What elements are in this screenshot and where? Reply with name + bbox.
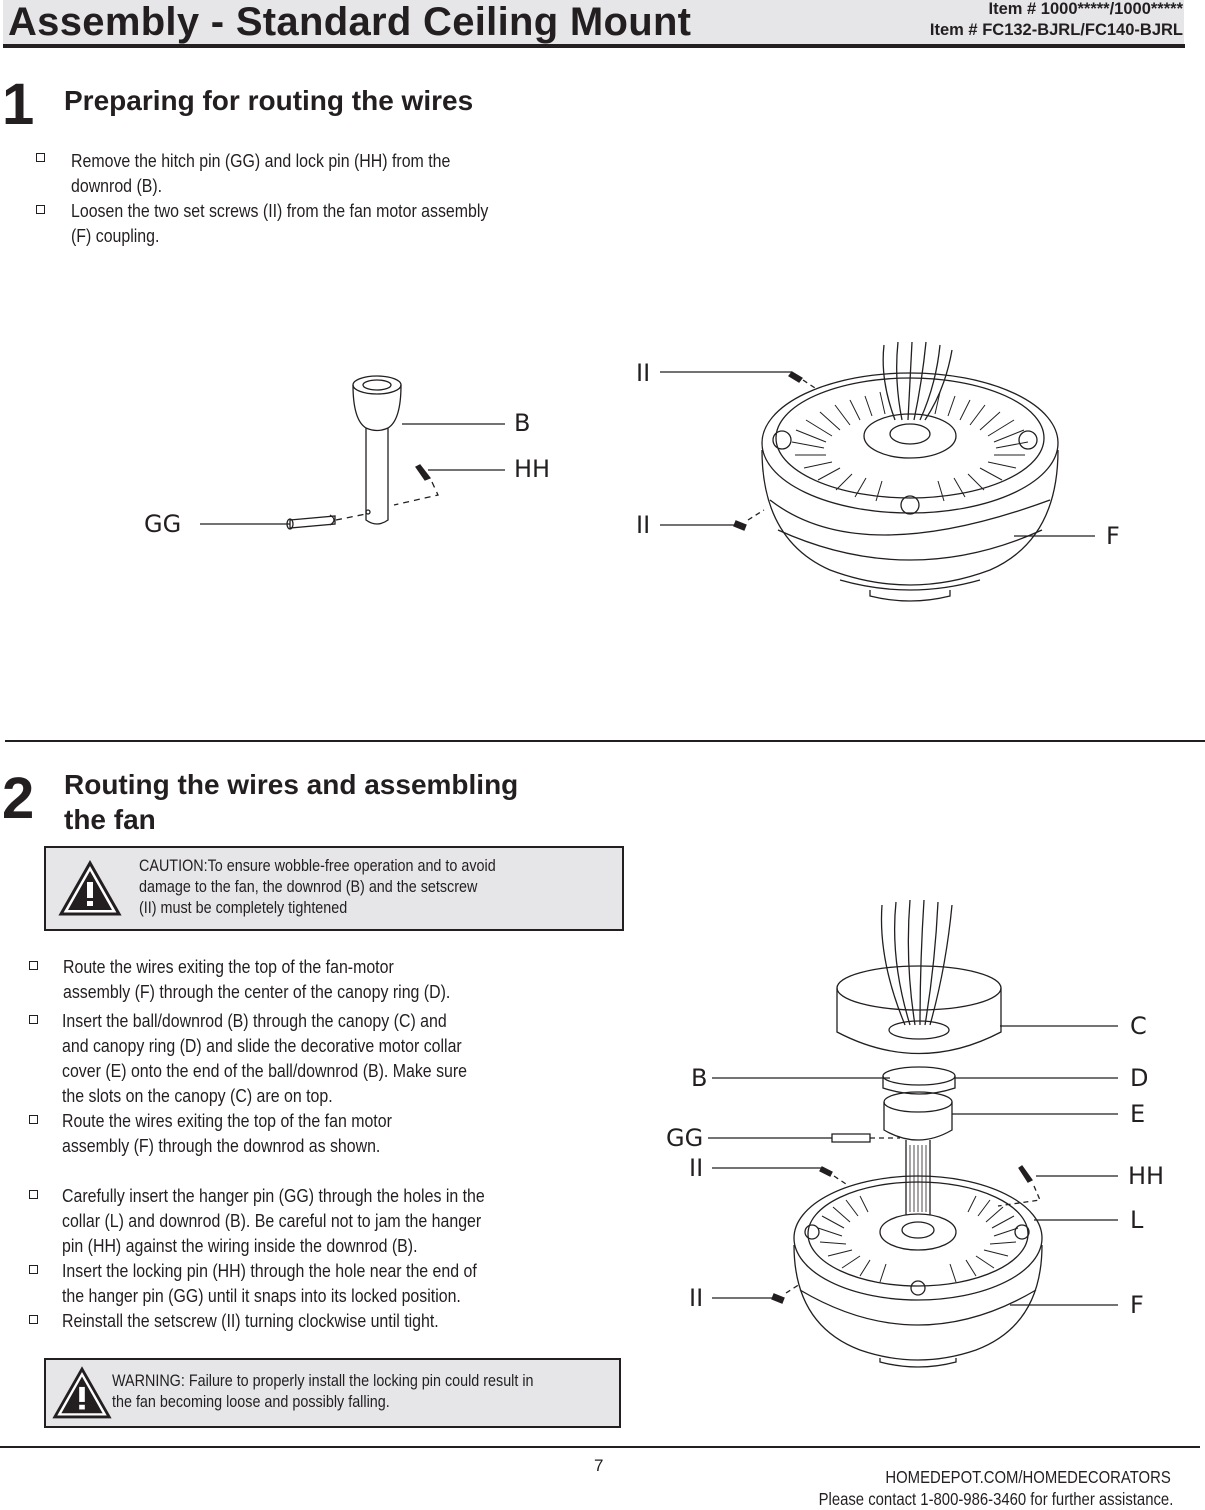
section-divider — [5, 740, 1205, 742]
label-ii-top: II — [636, 359, 651, 387]
step-2-bullet-1: Route the wires exiting the top of the fan-motor assembly (F) through the center of the canopy ring (D). — [63, 956, 451, 1002]
checkbox-icon — [29, 1115, 38, 1124]
warning-icon — [52, 1366, 112, 1421]
label-e: E — [1130, 1100, 1146, 1128]
canopy-ring-illustration — [883, 1067, 955, 1094]
label-ii-top: II — [689, 1154, 704, 1182]
checkbox-icon — [36, 153, 45, 162]
step-1-bullet-2: Loosen the two set screws (II) from the fan motor assembly (F) coupling. — [71, 200, 489, 246]
label-b: B — [691, 1064, 708, 1092]
checkbox-icon — [29, 1190, 38, 1199]
step-2-number: 2 — [2, 766, 35, 831]
header-rule — [3, 44, 1185, 48]
footer-website: HOMEDEPOT.COM/HOMEDECORATORS — [885, 1467, 1171, 1487]
warning-text: WARNING: Failure to properly install the locking pin could result in the fan becoming loose and possibly falling. — [112, 1372, 534, 1411]
lock-pin-illustration — [394, 465, 438, 505]
canopy-illustration — [837, 900, 1001, 1054]
label-ii-bottom: II — [689, 1284, 704, 1312]
label-gg: GG — [144, 510, 182, 538]
label-gg: GG — [666, 1124, 704, 1152]
step-2-diagram — [640, 890, 1200, 1390]
footer-contact: Please contact 1-800-986-3460 for further assistance. — [818, 1489, 1173, 1509]
hitch-pin-illustration — [287, 514, 366, 529]
caution-text: CAUTION:To ensure wobble-free operation and to avoid damage to the fan, the downrod (B) and the setscrew (II) must be completely tightened — [139, 857, 496, 917]
step-1-bullet-1: Remove the hitch pin (GG) and lock pin (HH) from the downrod (B). — [71, 150, 451, 196]
step-2-bullet-6: Reinstall the setscrew (II) turning clockwise until tight. — [62, 1310, 439, 1331]
checkbox-icon — [29, 1315, 38, 1324]
checkbox-icon — [29, 1265, 38, 1274]
checkbox-icon — [29, 961, 38, 970]
step-2-bullet-3: Route the wires exiting the top of the fan motor assembly (F) through the downrod as shown. — [62, 1110, 392, 1156]
page-number: 7 — [594, 1456, 604, 1475]
fan-motor-illustration — [734, 342, 1058, 601]
fan-motor-illustration — [772, 1167, 1042, 1367]
item-number-1: Item # 1000*****/1000***** — [988, 0, 1183, 18]
step-2-bullet-2: Insert the ball/downrod (B) through the canopy (C) and and canopy ring (D) and slide the decorative motor collar cover (E) onto the end of the ball/downrod (B). Make sure the slots on the canopy (C) are on top. — [62, 1010, 468, 1106]
caution-box — [44, 846, 624, 931]
collar-cover-illustration — [884, 1092, 952, 1140]
warning-icon — [58, 860, 122, 918]
label-d: D — [1130, 1064, 1149, 1092]
checkbox-icon — [36, 205, 45, 214]
step-2-title-line-1: Routing the wires and assembling — [64, 769, 519, 800]
step-2-bullet-5: Insert the locking pin (HH) through the hole near the end of the hanger pin (GG) until it snaps into its locked position. — [62, 1260, 477, 1306]
label-c: C — [1130, 1012, 1147, 1040]
item-number-2: Item # FC132-BJRL/FC140-BJRL — [929, 21, 1183, 39]
label-ii-bottom: II — [636, 511, 651, 539]
label-f: F — [1130, 1291, 1144, 1319]
footer-rule — [0, 1446, 1200, 1448]
step-2-title-line-2: the fan — [64, 804, 156, 835]
checkbox-icon — [29, 1015, 38, 1024]
step-2-bullet-4: Carefully insert the hanger pin (GG) through the holes in the collar (L) and downrod (B). Be careful not to jam the hanger pin (HH) against the wiring inside the downrod (B). — [62, 1185, 485, 1256]
label-b: B — [514, 409, 531, 437]
warning-box — [44, 1358, 621, 1428]
label-f: F — [1106, 522, 1120, 550]
label-l: L — [1130, 1206, 1144, 1234]
label-hh: HH — [1128, 1162, 1165, 1190]
step-1-diagram — [0, 330, 1205, 610]
step-1-title: Preparing for routing the wires — [64, 85, 474, 116]
downrod-illustration — [353, 376, 401, 524]
page-title: Assembly - Standard Ceiling Mount — [8, 0, 692, 44]
step-1-number: 1 — [2, 72, 35, 137]
label-hh: HH — [514, 455, 551, 483]
